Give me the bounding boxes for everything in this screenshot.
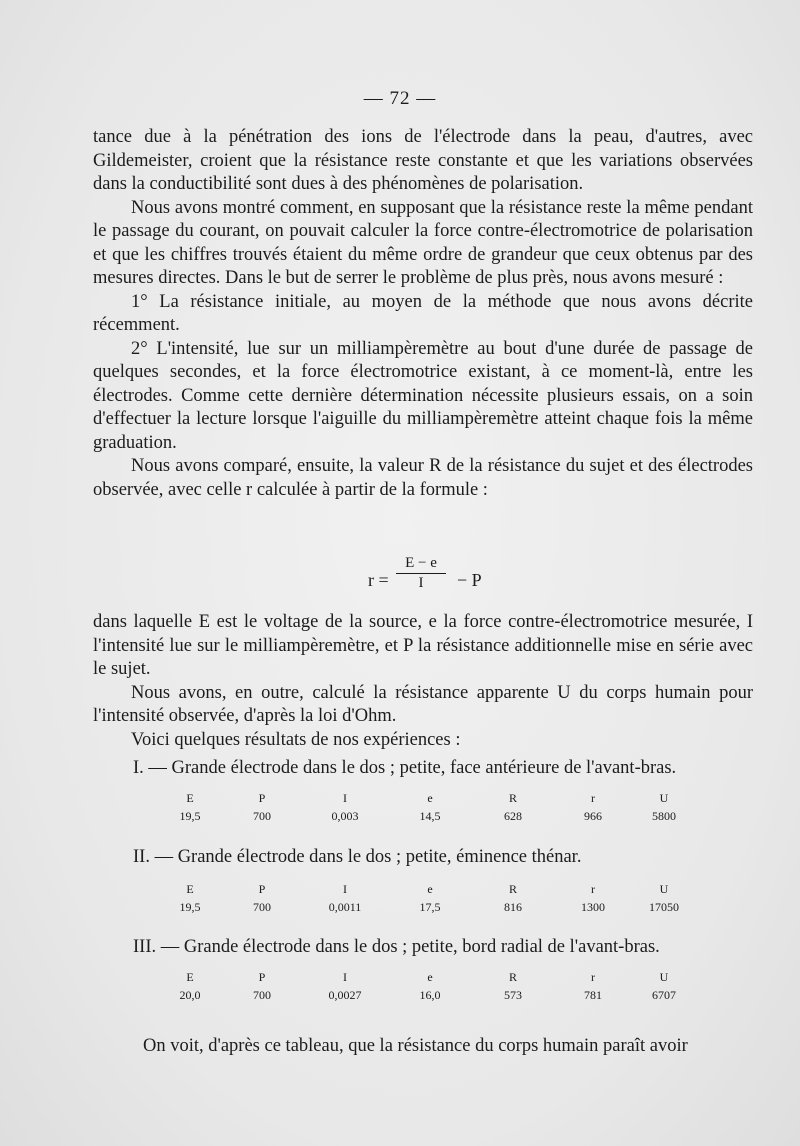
formula-denominator: I xyxy=(418,575,424,591)
value-cell: 17050 xyxy=(649,900,679,914)
page-number: — 72 — xyxy=(363,88,437,109)
header-cell: R xyxy=(508,882,517,896)
header-cell: P xyxy=(258,791,266,805)
header-cell: U xyxy=(659,970,669,984)
header-cell: r xyxy=(591,791,595,805)
value-cell: 16,0 xyxy=(419,988,441,1002)
value-cell: 700 xyxy=(253,900,271,914)
experiment-caption: II. — Grande électrode dans le dos ; petite, éminence thénar. xyxy=(133,847,582,867)
header-cell: I xyxy=(343,970,347,984)
paragraph: dans laquelle E est le voltage de la source, e la force contre-électromotrice mesurée, I l'intensité lue sur le milliampèremètre, et P la résistance additionnelle mise en série avec le sujet. xyxy=(93,612,753,679)
header-cell: P xyxy=(258,882,266,896)
value-cell: 628 xyxy=(504,809,522,823)
value-cell: 1300 xyxy=(581,900,605,914)
paragraph: 1° La résistance initiale, au moyen de la méthode que nous avons décrite récemment. xyxy=(93,291,753,335)
header-cell: r xyxy=(591,882,595,896)
paragraph: Voici quelques résultats de nos expériences : xyxy=(131,729,461,750)
value-cell: 5800 xyxy=(652,809,676,823)
value-cell: 19,5 xyxy=(179,809,201,823)
closing-line: On voit, d'après ce tableau, que la résistance du corps humain paraît avoir xyxy=(143,1036,688,1056)
paragraph: Nous avons comparé, ensuite, la valeur R de la résistance du sujet et des électrodes observée, avec celle r calculée à partir de la formule : xyxy=(93,456,753,500)
header-cell: U xyxy=(659,882,669,896)
header-cell: U xyxy=(659,791,669,805)
formula xyxy=(0,555,800,599)
header-cell: E xyxy=(186,882,194,896)
formula-numerator: E − e xyxy=(405,555,437,571)
value-cell: 0,0011 xyxy=(328,900,362,914)
header-cell: e xyxy=(427,791,433,805)
value-cell: 700 xyxy=(253,988,271,1002)
value-cell: 0,003 xyxy=(331,809,359,823)
body-text-upper xyxy=(93,126,753,502)
formula-fraction xyxy=(388,555,454,592)
value-cell: 6707 xyxy=(652,988,676,1002)
fraction-bar xyxy=(396,573,446,574)
value-cell: 0,0027 xyxy=(328,988,362,1002)
header-cell: e xyxy=(427,970,433,984)
paragraph: Nous avons, en outre, calculé la résistance apparente U du corps humain pour l'intensité observée, d'après la loi d'Ohm. xyxy=(93,682,753,726)
header-cell: e xyxy=(427,882,433,896)
value-cell: 573 xyxy=(504,988,522,1002)
header-cell: R xyxy=(508,791,517,805)
header-cell: I xyxy=(343,791,347,805)
header-cell: E xyxy=(186,791,194,805)
value-cell: 14,5 xyxy=(419,809,441,823)
formula-rhs: − P xyxy=(457,570,482,590)
header-cell: I xyxy=(343,882,347,896)
header-cell: r xyxy=(591,970,595,984)
experiment-caption: III. — Grande électrode dans le dos ; petite, bord radial de l'avant-bras. xyxy=(133,937,660,957)
value-cell: 781 xyxy=(584,988,602,1002)
value-cell: 700 xyxy=(253,809,271,823)
paragraph: Nous avons montré comment, en supposant que la résistance reste la même pendant le passage du courant, on pouvait calculer la force contre-électromotrice de polarisation et que les chiffres trouvés étaient du même ordre de grandeur que ceux obtenus par des mesures directes. Dans le but de serrer le problème de plus près, nous avons mesuré : xyxy=(93,197,753,288)
header-cell: E xyxy=(186,970,194,984)
value-cell: 19,5 xyxy=(179,900,201,914)
value-cell: 17,5 xyxy=(419,900,441,914)
value-cell: 816 xyxy=(504,900,522,914)
value-cell: 966 xyxy=(584,809,602,823)
experiment-caption: I. — Grande électrode dans le dos ; petite, face antérieure de l'avant-bras. xyxy=(133,758,677,778)
header-cell: R xyxy=(508,970,517,984)
formula-lhs: r = xyxy=(368,570,389,590)
header-cell: P xyxy=(258,970,266,984)
paragraph: 2° L'intensité, lue sur un milliampèremètre au bout d'une durée de passage de quelques secondes, et la force électromotrice existant, à ce moment-là, entre les électrodes. Comme cette dernière détermination nécessite plusieurs essais, on a soin d'effectuer la lecture lorsque l'aiguille du milliampèremètre atteint chaque fois la même graduation. xyxy=(93,338,753,453)
paragraph: tance due à la pénétration des ions de l'électrode dans la peau, d'autres, avec Gildemeister, croient que la résistance reste constante et que les variations observées dans la conductibilité sont dues à des phénomènes de polarisation. xyxy=(93,127,753,194)
body-text-lower xyxy=(93,611,753,752)
value-cell: 20,0 xyxy=(179,988,201,1002)
